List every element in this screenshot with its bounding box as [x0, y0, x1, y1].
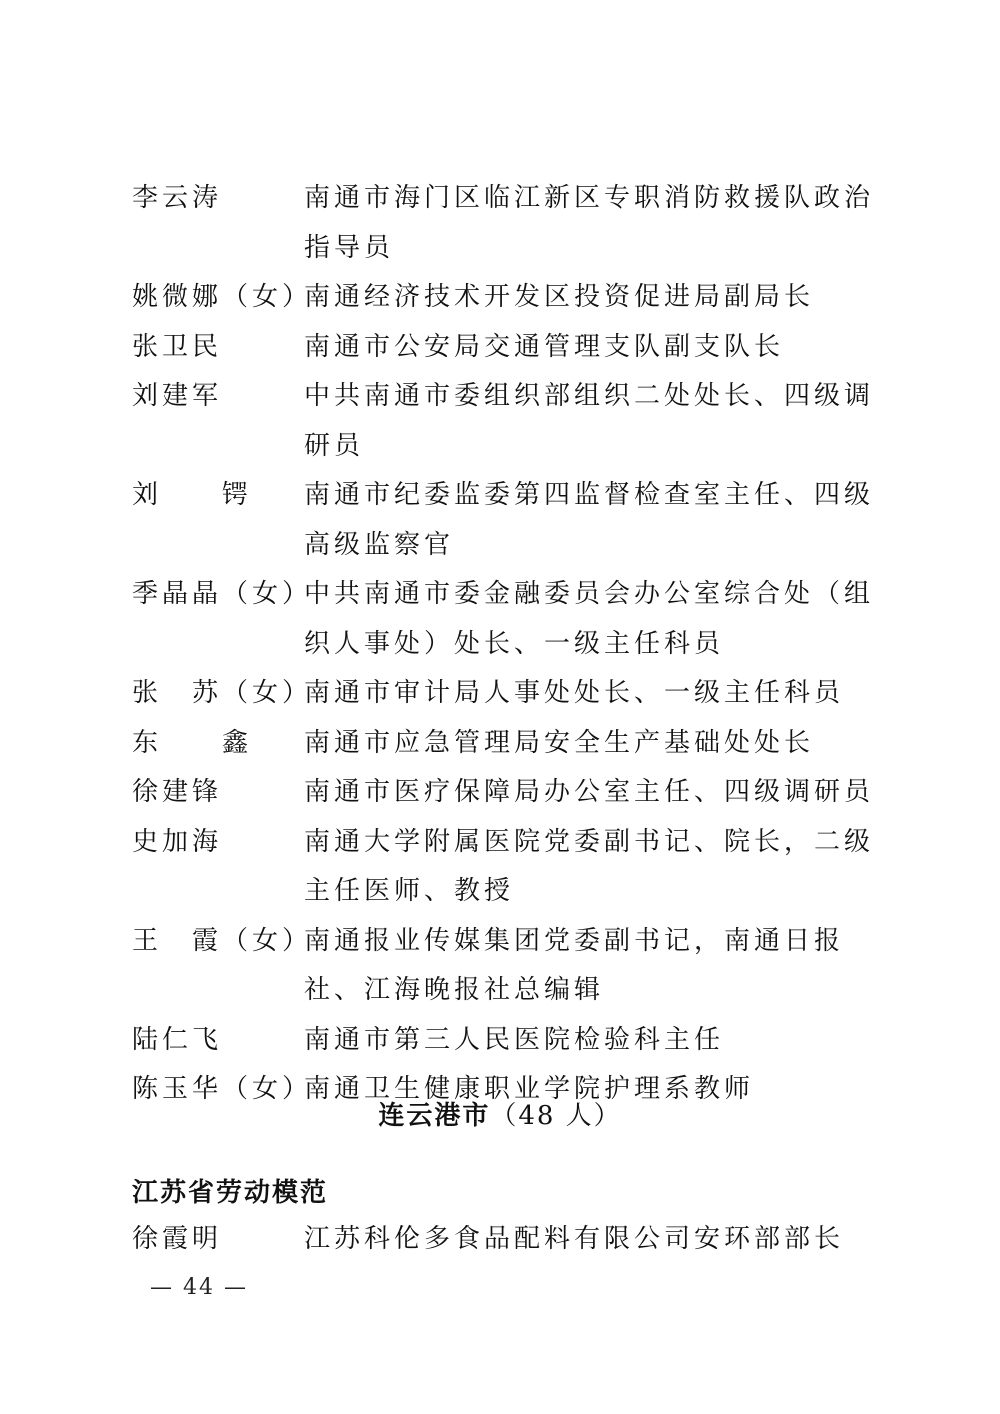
person-title: 江苏科伦多食品配料有限公司安环部部长	[304, 1224, 845, 1254]
section-heading	[0, 1095, 1000, 1132]
person-title: 南通市纪委监委第四监督检查室主任、四级高级监察官	[304, 480, 875, 560]
list-item	[132, 471, 877, 570]
person-title: 中共南通市委组织部组织二处处长、四级调研员	[304, 381, 875, 461]
section-title: 连云港市	[378, 1101, 491, 1131]
person-title: 南通市应急管理局安全生产基础处处长	[304, 727, 815, 758]
person-name: 张 苏（女）	[132, 678, 313, 708]
person-name: 姚微娜（女）	[132, 282, 313, 312]
list-item	[132, 768, 877, 818]
section-count: （48 人）	[490, 1101, 622, 1131]
list-item	[132, 917, 877, 1016]
person-name: 陈玉华（女）	[132, 1074, 313, 1104]
person-title: 南通卫生健康职业学院护理系教师	[304, 1074, 755, 1104]
subheading: 江苏省劳动模范	[132, 1178, 329, 1208]
list-item	[132, 273, 877, 323]
person-name: 李云涛	[132, 183, 223, 213]
person-title: 南通市医疗保障局办公室主任、四级调研员	[304, 777, 875, 807]
person-title: 南通报业传媒集团党委副书记，南通日报社、江海晚报社总编辑	[304, 925, 845, 1005]
person-name: 张卫民	[132, 331, 223, 362]
person-title: 南通市审计局人事处处长、一级主任科员	[304, 678, 845, 708]
list-item	[132, 719, 877, 769]
person-title: 南通市海门区临江新区专职消防救援队政治指导员	[304, 183, 875, 263]
entry-list	[132, 174, 877, 1115]
person-title: 南通经济技术开发区投资促进局副局长	[304, 282, 815, 312]
person-name: 王 霞（女）	[132, 925, 313, 956]
list-item	[132, 372, 877, 471]
list-item	[132, 1016, 877, 1066]
list-item	[132, 174, 877, 273]
person-name: 徐建锋	[132, 777, 223, 807]
list-item	[132, 323, 877, 373]
person-name: 史加海	[132, 826, 223, 857]
list-item	[132, 818, 877, 917]
person-title: 南通市第三人民医院检验科主任	[304, 1024, 725, 1055]
person-name: 东 鑫	[132, 727, 253, 758]
list-item	[132, 570, 877, 669]
person-name: 刘建军	[132, 381, 223, 411]
entry-list-2	[132, 1215, 877, 1265]
person-title: 南通市公安局交通管理支队副支队长	[304, 331, 785, 362]
person-name: 徐霞明	[132, 1224, 223, 1254]
list-item	[132, 669, 877, 719]
person-name: 刘 锷	[132, 480, 253, 510]
list-item	[132, 1215, 877, 1265]
person-name: 季晶晶（女）	[132, 579, 313, 609]
person-title: 南通大学附属医院党委副书记、院长，二级主任医师、教授	[304, 826, 875, 906]
person-title: 中共南通市委金融委员会办公室综合处（组织人事处）处长、一级主任科员	[304, 579, 875, 659]
person-name: 陆仁飞	[132, 1024, 223, 1055]
page-number: — 44 —	[150, 1275, 248, 1300]
